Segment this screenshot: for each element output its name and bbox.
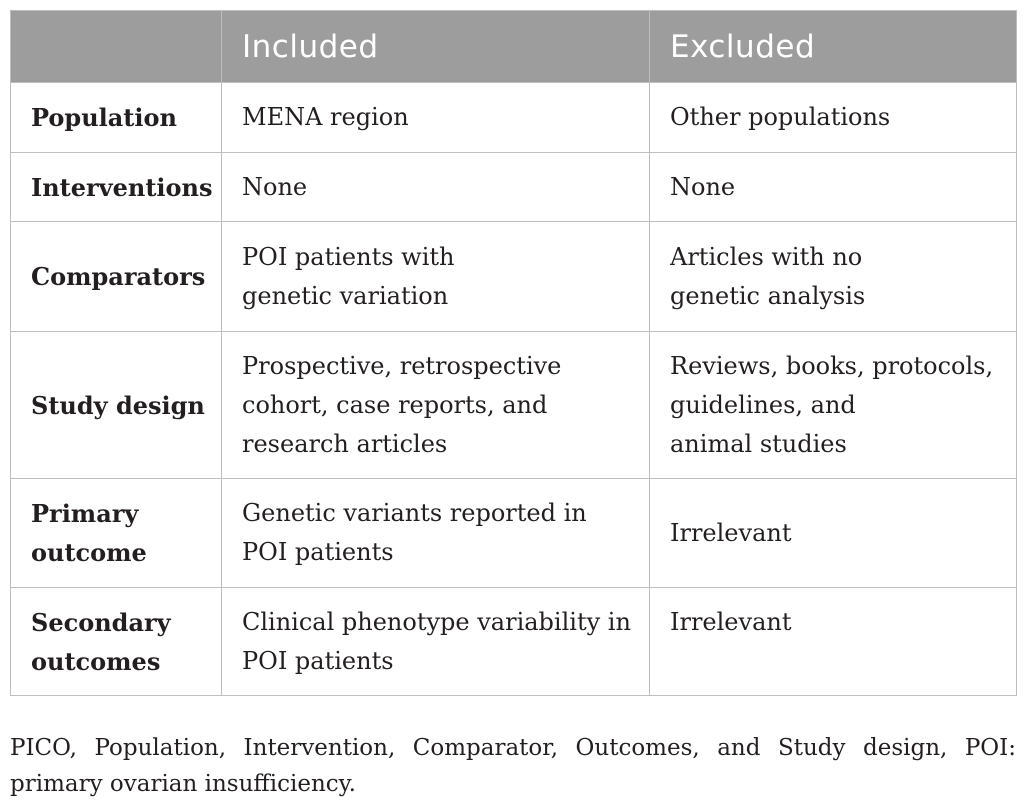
excluded-cell (650, 479, 1017, 588)
cell-line: Reviews, books, protocols, (670, 351, 994, 380)
cell-line: cohort, case reports, and (242, 390, 548, 419)
included-cell (222, 479, 650, 588)
cell-line: POI patients (242, 646, 394, 675)
table-header-row (11, 11, 1017, 83)
row-label-population (11, 83, 222, 153)
cell-line: None (242, 172, 308, 201)
header-included: Included (222, 11, 650, 83)
cell-line: Genetic variants reported in (242, 499, 587, 527)
table-row (11, 153, 1017, 222)
row-label-line: Secondary (31, 607, 171, 637)
row-label-secondary-outcomes (11, 588, 222, 696)
excluded-cell (650, 153, 1017, 222)
row-label-comparators (11, 222, 222, 332)
included-cell (222, 332, 650, 479)
cell-line: MENA region (242, 103, 409, 131)
cell-line: Prospective, retrospective (242, 351, 562, 380)
included-cell (222, 222, 650, 332)
row-label-line: Primary (31, 499, 139, 528)
row-label-primary-outcome (11, 479, 222, 588)
cell-line: animal studies (670, 429, 847, 458)
header-corner-cell (11, 11, 222, 83)
cell-line: Clinical phenotype variability in (242, 607, 631, 636)
header-excluded: Excluded (650, 11, 1017, 83)
table-row (11, 479, 1017, 588)
cell-line: Irrelevant (670, 608, 792, 636)
included-cell (222, 83, 650, 153)
cell-line: None (670, 172, 736, 201)
included-cell (222, 588, 650, 696)
table-row (11, 83, 1017, 153)
table-row (11, 332, 1017, 479)
row-label-study-design (11, 332, 222, 479)
excluded-cell (650, 588, 1017, 696)
pico-criteria-table (10, 10, 1017, 696)
cell-line: POI patients with (242, 242, 455, 271)
table-row (11, 588, 1017, 696)
row-label-line: outcome (31, 538, 147, 567)
row-label-line: Population (31, 103, 177, 132)
row-label-line: outcomes (31, 646, 161, 676)
cell-line: Irrelevant (670, 518, 792, 547)
excluded-cell (650, 83, 1017, 153)
cell-line: POI patients (242, 538, 394, 566)
cell-line: Other populations (670, 103, 891, 131)
cell-line: genetic analysis (670, 281, 866, 310)
row-label-line: Study design (31, 390, 205, 420)
table-row (11, 222, 1017, 332)
cell-line: research articles (242, 429, 448, 458)
excluded-cell (650, 332, 1017, 479)
row-label-line: Interventions (31, 172, 213, 202)
excluded-cell (650, 222, 1017, 332)
cell-line: genetic variation (242, 281, 449, 310)
cell-line: guidelines, and (670, 390, 856, 419)
pico-table-container (10, 10, 1016, 696)
cell-line: Articles with no (670, 242, 863, 271)
row-label-interventions (11, 153, 222, 222)
table-footnote: PICO, Population, Intervention, Comparator, Outcomes, and Study design, POI: primary ovarian insufficiency. (10, 735, 1016, 797)
row-label-line: Comparators (31, 262, 206, 291)
included-cell (222, 153, 650, 222)
